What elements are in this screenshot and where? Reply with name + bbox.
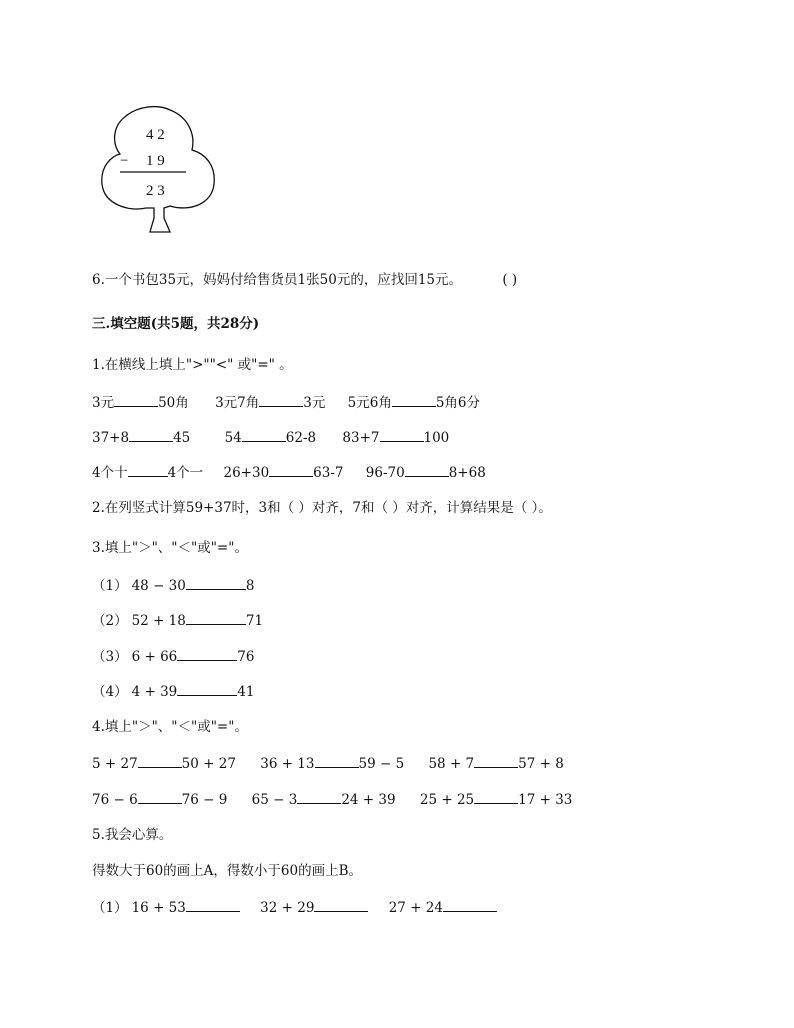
expr: 4个一 [167,465,204,481]
problem-3-item [92,647,254,666]
expr: 58 + 7 [428,756,475,772]
expr: 4个十 [92,465,128,481]
expr: 76 − 6 [92,792,138,808]
expr: 36 + 13 [260,756,315,772]
expr: 26+30 [223,465,270,481]
expr: 32 + 29 [260,900,315,916]
problem-1-row-3 [92,463,486,482]
item-number: （4） [92,684,128,700]
problem-4-row-1 [92,754,564,773]
expr: 50 + 27 [181,756,236,772]
answer-blank[interactable] [177,647,237,661]
expr: 8 [245,578,255,594]
expr: 48 − 30 [131,578,186,594]
problem-1-title: 1.在横线上填上">""<" 或"=" 。 [92,357,293,373]
problem-3-title: 3.填上"＞"、"＜"或"="。 [92,540,248,556]
expr: 54 [224,430,242,446]
answer-blank[interactable] [297,790,341,804]
expr: 27 + 24 [388,900,443,916]
expr: 76 [237,649,255,665]
expr: 3元7角 [215,395,260,411]
expr: 59 − 5 [358,756,405,772]
section-title: 三.填空题(共5题，共28分) [92,316,260,332]
problem-5-desc: 得数大于60的画上A，得数小于60的画上B。 [92,863,363,879]
problem-1-row-2 [92,428,449,447]
answer-blank[interactable] [138,790,182,804]
answer-blank[interactable] [242,428,286,442]
expr: 52 + 18 [131,613,186,629]
answer-blank[interactable] [114,393,158,407]
answer-blank[interactable] [128,463,168,477]
tree-mid-number: 1 9 [146,153,165,169]
problem-4-row-2 [92,790,572,809]
expr: 3元 [303,395,326,411]
expr: 5元6角 [347,395,392,411]
item-number: （1） [92,578,128,594]
answer-blank[interactable] [138,754,182,768]
expr: 83+7 [342,430,380,446]
expr: 25 + 25 [419,792,475,808]
expr: 63-7 [313,465,344,481]
answer-blank[interactable] [314,898,368,912]
problem-3-item [92,576,254,595]
answer-blank[interactable] [474,754,518,768]
tree-top-number: 4 2 [146,127,165,143]
problem-4-title: 4.填上"＞"、"＜"或"="。 [92,719,248,735]
expr: 17 + 33 [518,792,573,808]
expr: 5 + 27 [92,756,138,772]
tree-minus-sign: − [120,153,129,169]
answer-blank[interactable] [186,898,240,912]
answer-blank[interactable] [380,428,424,442]
expr: 16 + 53 [131,900,186,916]
expr: 100 [423,430,450,446]
expr: 24 + 39 [341,792,396,808]
expr: 65 − 3 [251,792,298,808]
answer-blank[interactable] [186,611,246,625]
expr: 3元 [92,395,115,411]
expr: 5角6分 [435,395,481,411]
item-number: （1） [92,900,128,916]
answer-blank[interactable] [443,898,497,912]
expr: 76 − 9 [181,792,228,808]
question-6-answer-paren[interactable]: ( ) [502,272,518,288]
question-6-text: 6.一个书包35元，妈妈付给售货员1张50元的，应找回15元。 [92,272,463,288]
answer-blank[interactable] [177,682,237,696]
answer-blank[interactable] [405,463,449,477]
problem-5-title: 5.我会心算。 [92,827,173,843]
problem-3-item [92,682,254,701]
problem-3-item [92,611,263,630]
expr: 41 [237,684,255,700]
expr: 4 + 39 [131,684,178,700]
answer-blank[interactable] [474,790,518,804]
problem-5-row [92,898,497,917]
answer-blank[interactable] [129,428,173,442]
answer-blank[interactable] [269,463,313,477]
expr: 96-70 [365,465,405,481]
answer-blank[interactable] [186,576,246,590]
item-number: （2） [92,613,128,629]
tree-bottom-number: 2 3 [146,183,165,199]
problem-1-row-1 [92,393,480,412]
expr: 45 [173,430,191,446]
question-6 [92,271,517,289]
problem-2-text: 2.在列竖式计算59+37时，3和（ ）对齐，7和（ ）对齐，计算结果是（ ）。 [92,500,552,516]
expr: 37+8 [92,430,130,446]
answer-blank[interactable] [259,393,303,407]
expr: 71 [245,613,264,629]
answer-blank[interactable] [392,393,436,407]
expr: 6 + 66 [131,649,178,665]
expr: 8+68 [448,465,486,481]
tree-figure [98,100,220,236]
expr: 62-8 [285,430,317,446]
answer-blank[interactable] [315,754,359,768]
expr: 57 + 8 [518,756,564,772]
expr: 50角 [158,395,189,411]
item-number: （3） [92,649,128,665]
